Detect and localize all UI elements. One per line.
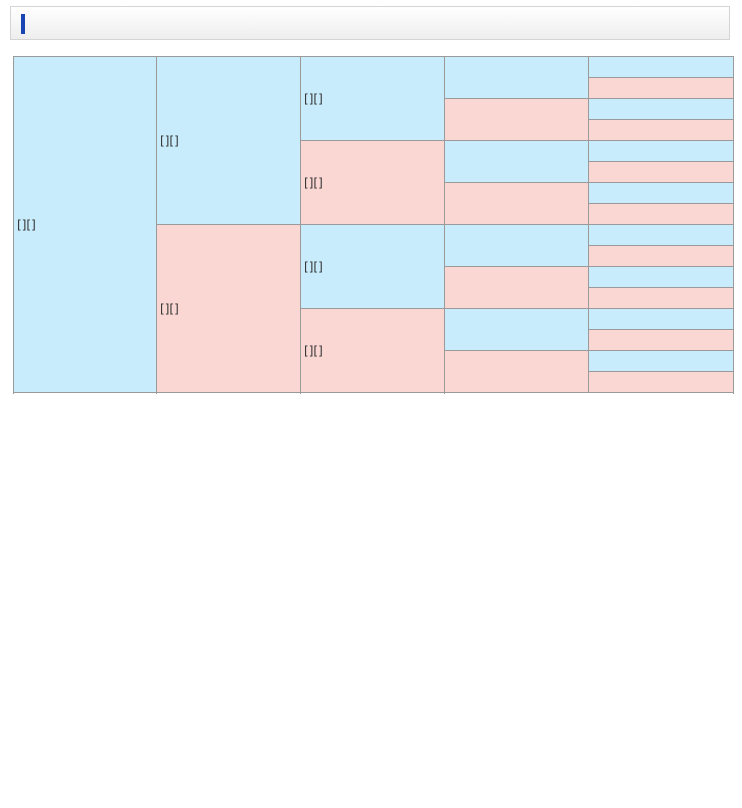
ancestor-cell-gen5 [589,57,734,78]
horse-links: [][] [160,301,179,316]
ancestor-cell-gen5 [589,309,734,330]
ancestor-cell-gen5 [589,330,734,351]
ancestor-cell-gen4 [445,183,589,225]
ancestor-cell-gen5 [589,78,734,99]
ancestor-cell-gen3 [301,309,445,393]
ancestor-cell-gen2 [157,225,301,393]
ancestor-cell-gen4 [445,309,589,351]
ancestor-cell-gen1 [14,57,157,393]
ancestor-cell-gen3 [301,57,445,141]
ancestor-cell-gen5 [589,288,734,309]
ancestor-cell-gen5 [589,120,734,141]
section-header [10,6,730,40]
ancestor-cell-gen5 [589,246,734,267]
ancestor-cell-gen5 [589,183,734,204]
ancestor-cell-gen5 [589,351,734,372]
pedigree-table [13,56,734,393]
ancestor-cell-gen3 [301,141,445,225]
pedigree-row [14,57,734,78]
ancestor-cell-gen4 [445,351,589,393]
header-accent-bar [21,14,25,34]
ancestor-cell-gen5 [589,162,734,183]
horse-links: [][] [304,343,323,358]
horse-links: [][] [304,91,323,106]
ancestor-cell-gen5 [589,372,734,393]
horse-links: [][] [304,259,323,274]
ancestor-cell-gen4 [445,141,589,183]
ancestor-cell-gen4 [445,225,589,267]
ancestor-cell-gen4 [445,99,589,141]
ancestor-cell-gen5 [589,141,734,162]
ancestor-cell-gen5 [589,225,734,246]
ancestor-cell-gen5 [589,204,734,225]
ancestor-cell-gen3 [301,225,445,309]
ancestor-cell-gen5 [589,267,734,288]
horse-links: [][] [17,217,36,232]
ancestor-cell-gen4 [445,57,589,99]
ancestor-cell-gen5 [589,99,734,120]
ancestor-cell-gen2 [157,57,301,225]
ancestor-cell-gen4 [445,267,589,309]
horse-links: [][] [160,133,179,148]
horse-links: [][] [304,175,323,190]
